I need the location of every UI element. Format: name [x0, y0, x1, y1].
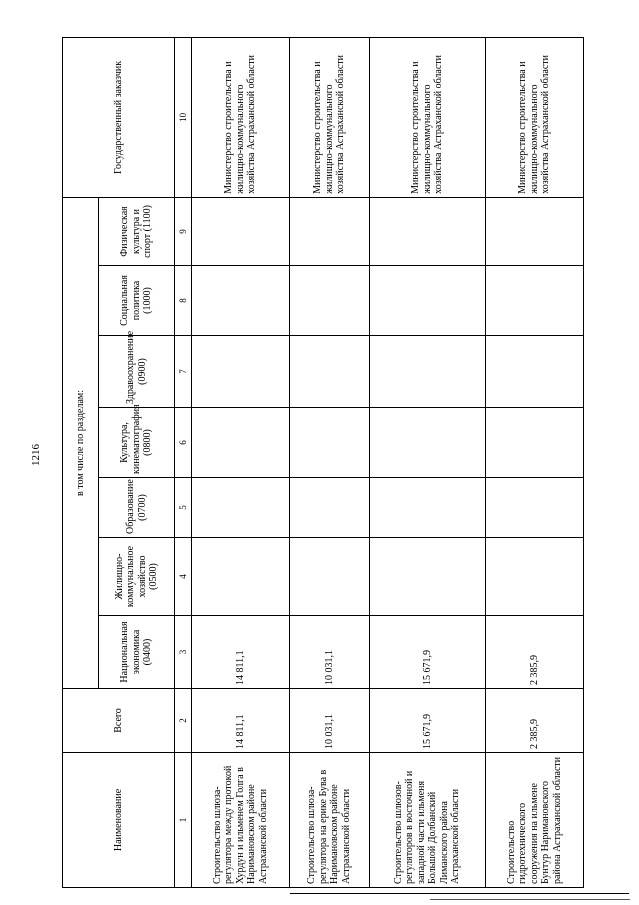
- row-section-0900: [369, 336, 485, 408]
- header-name: Наименование: [63, 753, 175, 888]
- row-section-1000: [290, 266, 370, 336]
- header-section-1100: Физическая культура и спорт (1100): [99, 197, 175, 265]
- row-section-1100: [192, 197, 290, 265]
- column-number: 8: [175, 266, 192, 336]
- table-row: [485, 37, 583, 887]
- column-number-row: [175, 37, 192, 887]
- row-name: Строительство шлюза-регулятора между протокой Хурдун и ильменем Голга в Наримановском районе Астраханской области: [192, 753, 290, 888]
- table-row: [369, 37, 485, 887]
- row-customer: Министерство строительства и жилищно-коммунального хозяйства Астраханской области: [192, 37, 290, 197]
- header-total: Всего: [63, 689, 175, 753]
- row-section-0700: [290, 478, 370, 538]
- row-section-0700: [369, 478, 485, 538]
- row-customer: Министерство строительства и жилищно-коммунального хозяйства Астраханской области: [290, 37, 370, 197]
- row-section-0800: [290, 408, 370, 478]
- column-number: 9: [175, 197, 192, 265]
- row-section-0800: [369, 408, 485, 478]
- header-sections-group: в том числе по разделам:: [63, 197, 99, 688]
- row-section-0900: [290, 336, 370, 408]
- row-section-0800: [192, 408, 290, 478]
- row-section-0900: [192, 336, 290, 408]
- bottom-rule: [290, 893, 629, 894]
- row-section-1100: [369, 197, 485, 265]
- row-section-0500: [192, 538, 290, 616]
- row-section-1000: [192, 266, 290, 336]
- header-row-top: [63, 37, 99, 887]
- row-name: Строительство шлюзов-регуляторов в восточной и западной части ильменя Большой Долбанский Лиманского района Астраханской области: [369, 753, 485, 888]
- header-customer: Государственный заказчик: [63, 37, 175, 197]
- column-number: 10: [175, 37, 192, 197]
- header-section-0400: Национальная экономика (0400): [99, 616, 175, 689]
- header-section-1000: Социальная политика (1000): [99, 266, 175, 336]
- row-section-1100: [485, 197, 583, 265]
- row-total: 15 671,9: [369, 689, 485, 753]
- row-customer: Министерство строительства и жилищно-коммунального хозяйства Астраханской области: [369, 37, 485, 197]
- column-number: 1: [175, 753, 192, 888]
- investment-table: [62, 37, 584, 888]
- column-number: 2: [175, 689, 192, 753]
- column-number: 3: [175, 616, 192, 689]
- row-customer: Министерство строительства и жилищно-коммунального хозяйства Астраханской области: [485, 37, 583, 197]
- column-number: 7: [175, 336, 192, 408]
- bottom-rule-secondary: [430, 899, 630, 900]
- row-section-1100: [290, 197, 370, 265]
- row-section-0800: [485, 408, 583, 478]
- row-total: 14 811,1: [192, 689, 290, 753]
- row-section-1000: [369, 266, 485, 336]
- row-section-0900: [485, 336, 583, 408]
- row-name: Строительство шлюза-регулятора на ерике Бува в Наримановском районе Астраханской области: [290, 753, 370, 888]
- table-row: [192, 37, 290, 887]
- row-section-0500: [369, 538, 485, 616]
- row-section-0700: [192, 478, 290, 538]
- row-section-0400: 14 811,1: [192, 616, 290, 689]
- column-number: 6: [175, 408, 192, 478]
- column-number: 4: [175, 538, 192, 616]
- row-total: 2 385,9: [485, 689, 583, 753]
- row-name: Строительство гидротехнического сооружения на ильмене Бунтур Наримановского района Астраханской области: [485, 753, 583, 888]
- header-section-0500: Жилищно-коммунальное хозяйство (0500): [99, 538, 175, 616]
- column-number: 5: [175, 478, 192, 538]
- rotated-table-wrapper: [62, 38, 584, 888]
- table-row: [290, 37, 370, 887]
- row-section-0400: 2 385,9: [485, 616, 583, 689]
- header-section-0900: Здравоохранение (0900): [99, 336, 175, 408]
- header-section-0800: Культура, кинематография (0800): [99, 408, 175, 478]
- row-section-0400: 15 671,9: [369, 616, 485, 689]
- row-section-0400: 10 031,1: [290, 616, 370, 689]
- row-section-0500: [290, 538, 370, 616]
- row-section-1000: [485, 266, 583, 336]
- page-number: 1216: [30, 444, 42, 466]
- row-section-0700: [485, 478, 583, 538]
- row-total: 10 031,1: [290, 689, 370, 753]
- row-section-0500: [485, 538, 583, 616]
- header-section-0700: Образование (0700): [99, 478, 175, 538]
